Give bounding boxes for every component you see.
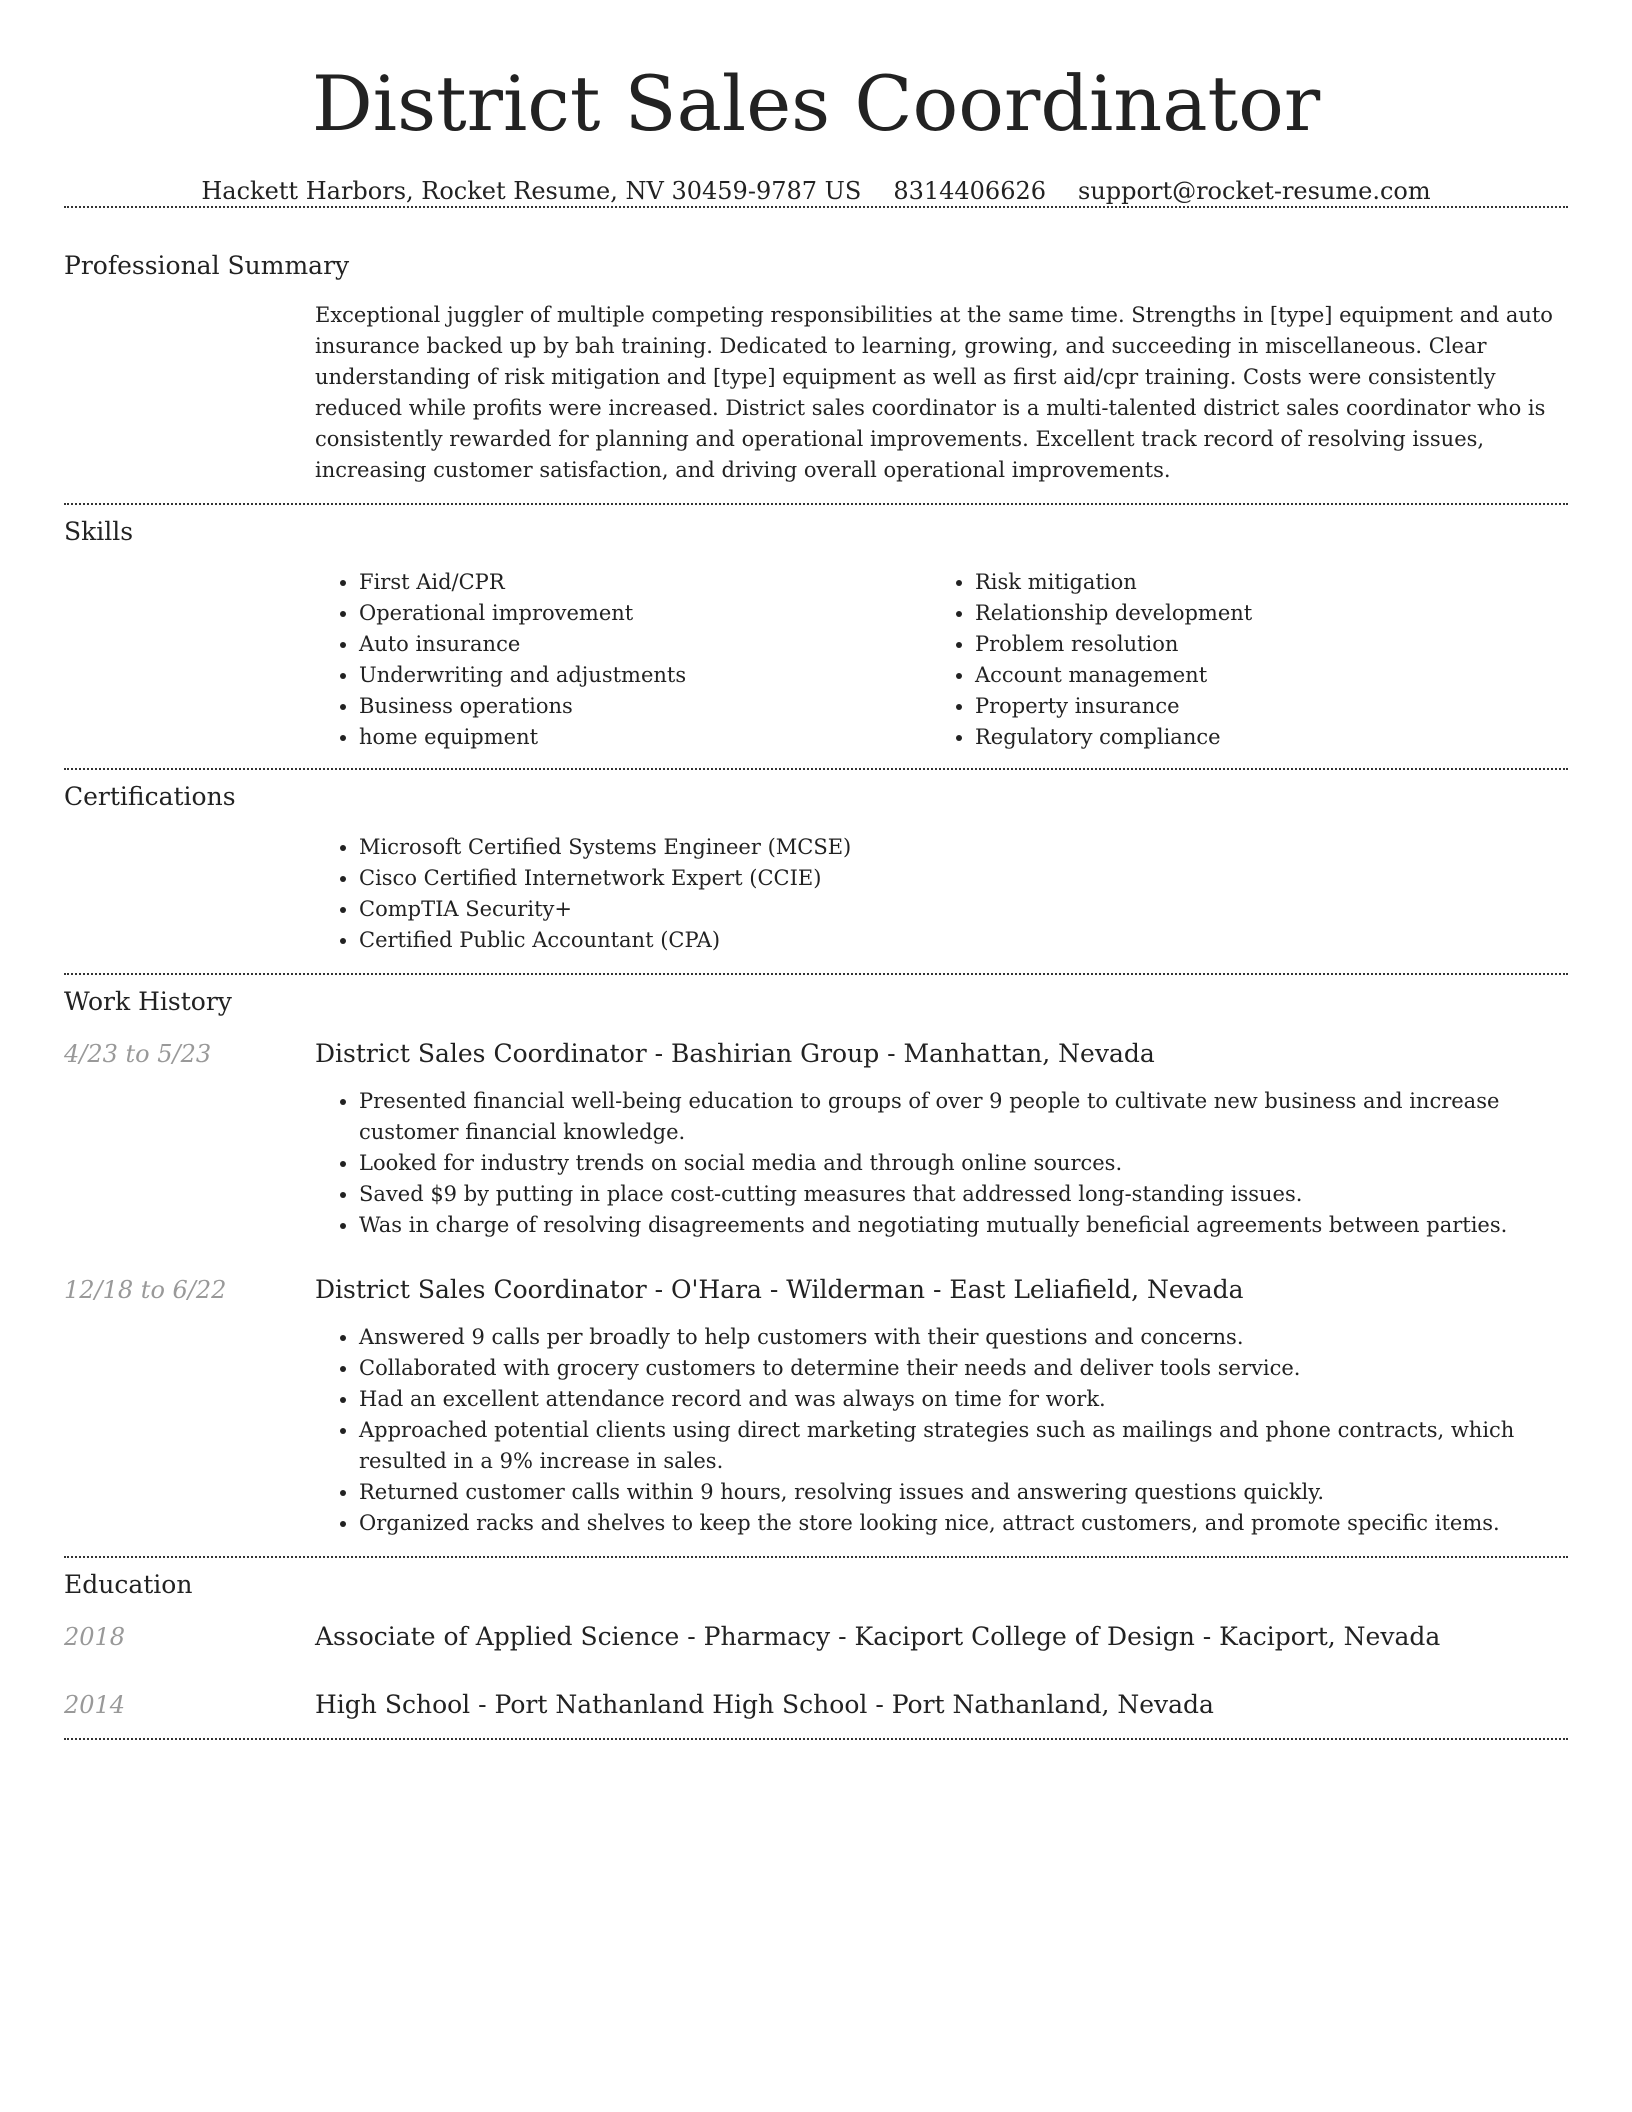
job-bullet: • Presented financial well-being education to groups of over 9 people to cultivate new business and increase customer financial knowledge.: [359, 1086, 1568, 1148]
section-title-summary: Professional Summary: [64, 251, 350, 280]
education-entry: [64, 1622, 1568, 1652]
skills-list-right: [931, 567, 1547, 753]
job-bullet: • Had an excellent attendance record and was always on time for work.: [359, 1384, 1568, 1415]
section-title-certifications: Certifications: [64, 782, 236, 811]
job-bullet: • Answered 9 calls per broadly to help customers with their questions and concerns.: [359, 1322, 1568, 1353]
resume-header: [64, 58, 1568, 206]
skills-list-left: [315, 567, 931, 753]
education-title: Associate of Applied Science - Pharmacy - Kaciport College of Design - Kaciport, Nevada: [315, 1622, 1441, 1651]
skills-column-left: [315, 567, 931, 753]
section-divider: [64, 1738, 1568, 1740]
skills-column-right: [931, 567, 1547, 753]
education-date: 2018: [64, 1623, 126, 1651]
certifications-list-wrapper: [315, 832, 1568, 956]
skill-item: • Business operations: [359, 691, 931, 722]
job-details: [315, 1039, 1568, 1241]
skill-item: • Property insurance: [975, 691, 1547, 722]
skill-item: • Relationship development: [975, 598, 1547, 629]
skill-item: • Account management: [975, 660, 1547, 691]
certification-item: • Microsoft Certified Systems Engineer (MCSE): [359, 832, 1568, 863]
job-bullet: • Saved $9 by putting in place cost-cutting measures that addressed long-standing issues.: [359, 1179, 1568, 1210]
job-entry: [64, 1039, 1568, 1241]
section-title-skills: Skills: [64, 517, 134, 546]
job-entry: [64, 1275, 1568, 1539]
certification-item: • Certified Public Accountant (CPA): [359, 925, 1568, 956]
certification-item: • Cisco Certified Internetwork Expert (CCIE): [359, 863, 1568, 894]
education-title: High School - Port Nathanland High School - Port Nathanland, Nevada: [315, 1690, 1214, 1719]
summary-text: Exceptional juggler of multiple competing responsibilities at the same time. Strengths in [type] equipment and auto insurance backed up by bah training. Dedicated to learning, growing, and succeeding in miscellaneous. Clear understanding of risk mitigation and [type] equipment as well as first aid/cpr training. Costs were consistently reduced while profits were increased. District sales coordinator is a multi-talented district sales coordinator who is consistently rewarded for planning and operational improvements. Excellent track record of resolving issues, increasing customer satisfaction, and driving overall operational improvements.: [315, 303, 1553, 482]
education-entry: [64, 1690, 1568, 1720]
skill-item: • home equipment: [359, 722, 931, 753]
skills-columns: [315, 567, 1568, 753]
skills-section: [64, 505, 1568, 753]
contact-line: [64, 176, 1568, 206]
skill-item: • First Aid/CPR: [359, 567, 931, 598]
skill-item: • Auto insurance: [359, 629, 931, 660]
job-bullet: • Organized racks and shelves to keep the store looking nice, attract customers, and promote specific items.: [359, 1508, 1568, 1539]
education-section: [64, 1558, 1568, 1720]
certifications-list: [315, 832, 1568, 956]
skill-item: • Regulatory compliance: [975, 722, 1547, 753]
contact-phone: 8314406626: [893, 177, 1047, 205]
candidate-name: District Sales Coordinator: [311, 59, 1321, 148]
job-title: District Sales Coordinator - O'Hara - Wilderman - East Leliafield, Nevada: [315, 1275, 1244, 1304]
job-bullet: • Was in charge of resolving disagreements and negotiating mutually beneficial agreements between parties.: [359, 1210, 1568, 1241]
education-date: 2014: [64, 1691, 126, 1719]
summary-section: [64, 208, 1568, 486]
job-date: 4/23 to 5/23: [64, 1040, 212, 1068]
job-bullet: • Returned customer calls within 9 hours, resolving issues and answering questions quickly.: [359, 1477, 1568, 1508]
certifications-section: [64, 770, 1568, 956]
section-title-work: Work History: [64, 987, 232, 1016]
job-bullet: • Approached potential clients using direct marketing strategies such as mailings and phone contracts, which resulted in a 9% increase in sales.: [359, 1415, 1568, 1477]
skill-item: • Problem resolution: [975, 629, 1547, 660]
job-bullets: [315, 1086, 1568, 1241]
work-history-section: [64, 975, 1568, 1539]
job-bullets: [315, 1322, 1568, 1539]
job-bullet: • Looked for industry trends on social media and through online sources.: [359, 1148, 1568, 1179]
job-bullet: • Collaborated with grocery customers to determine their needs and deliver tools service.: [359, 1353, 1568, 1384]
section-title-education: Education: [64, 1570, 193, 1599]
job-details: [315, 1275, 1568, 1539]
skill-item: • Risk mitigation: [975, 567, 1547, 598]
contact-address: Hackett Harbors, Rocket Resume, NV 30459-9787 US: [201, 177, 862, 205]
contact-email: support@rocket-resume.com: [1078, 177, 1431, 205]
job-title: District Sales Coordinator - Bashirian Group - Manhattan, Nevada: [315, 1039, 1155, 1068]
certification-item: • CompTIA Security+: [359, 894, 1568, 925]
job-date: 12/18 to 6/22: [64, 1276, 227, 1304]
skill-item: • Underwriting and adjustments: [359, 660, 931, 691]
skill-item: • Operational improvement: [359, 598, 931, 629]
